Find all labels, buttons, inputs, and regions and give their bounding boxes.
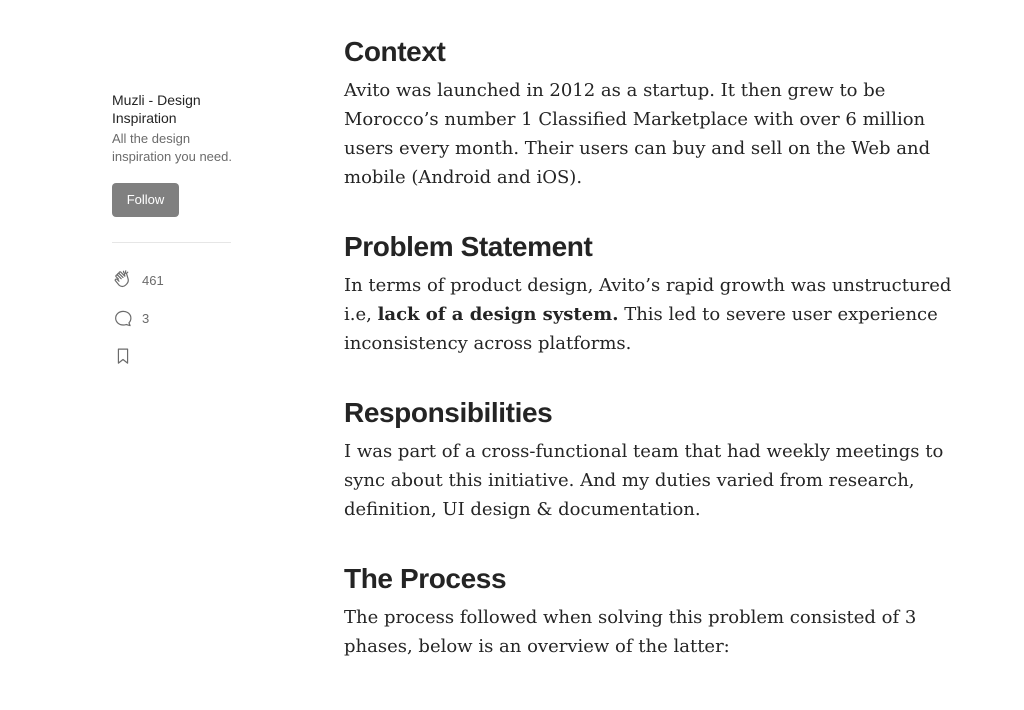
clap-count: 461 (142, 272, 164, 288)
section-responsibilities (344, 395, 964, 524)
follow-button[interactable]: Follow (112, 183, 179, 217)
section-paragraph: I was part of a cross-functional team that had weekly meetings to sync about this initiative. And my duties varied from research, definition, UI design & documentation. (344, 441, 944, 520)
section-heading: Problem Statement (344, 231, 593, 262)
section-problem-statement (344, 229, 964, 358)
publication-name[interactable]: Muzli - Design Inspiration (112, 92, 201, 126)
clap-icon[interactable] (112, 269, 134, 291)
comment-button[interactable] (112, 307, 232, 329)
section-context (344, 34, 964, 192)
section-paragraph (344, 271, 964, 358)
comment-icon[interactable] (112, 307, 134, 329)
sidebar-divider (112, 242, 231, 243)
section-heading: Responsibilities (344, 397, 553, 428)
paragraph-text: In terms of product design, Avito’s rapid growth was unstructured i.e, (344, 275, 952, 325)
emphasized-text: lack of a design system. (377, 304, 619, 325)
section-the-process (344, 561, 964, 661)
article-body (344, 34, 964, 661)
paragraph-text: This led to severe user experience inconsistency across platforms. (344, 304, 938, 354)
publication-description: All the design inspiration you need. (112, 131, 232, 164)
publication-sidebar (112, 91, 232, 367)
section-heading: The Process (344, 563, 507, 594)
section-heading: Context (344, 36, 446, 67)
comment-count: 3 (142, 310, 150, 326)
bookmark-button[interactable] (112, 345, 232, 367)
section-paragraph: Avito was launched in 2012 as a startup. It then grew to be Morocco’s number 1 Classified Marketplace with over 6 million users every month. Their users can buy and sell on the Web and mobile (Android and iOS). (344, 80, 931, 188)
section-paragraph: The process followed when solving this problem consisted of 3 phases, below is an overview of the latter: (344, 607, 917, 657)
bookmark-icon[interactable] (112, 345, 134, 367)
clap-button[interactable] (112, 269, 232, 291)
